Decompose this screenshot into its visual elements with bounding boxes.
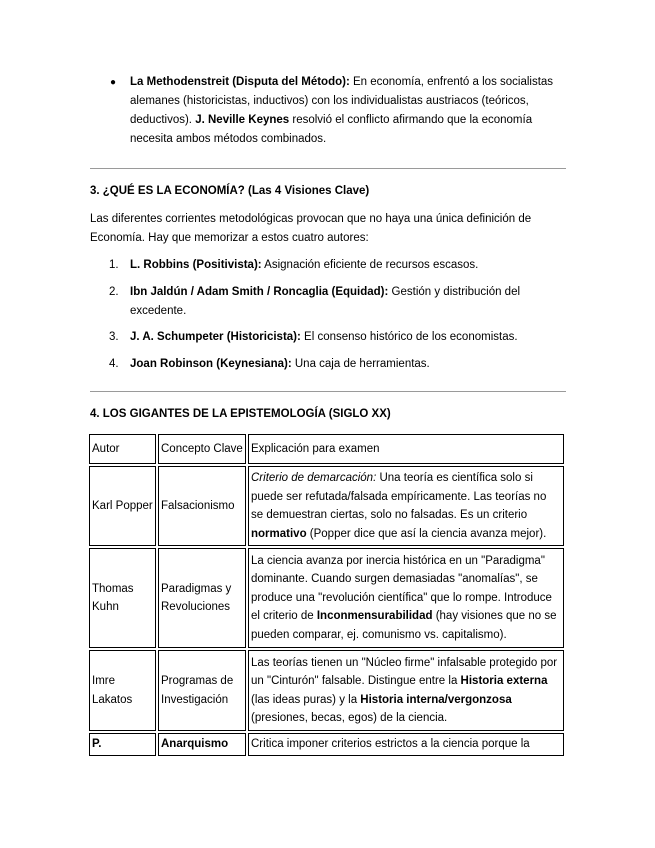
- table-row: [89, 650, 564, 731]
- methodenstreit-conclusion: resolvió el conflicto afirmando que la economía necesita ambos métodos combinados.: [130, 114, 533, 145]
- divider-2: [90, 391, 566, 392]
- table-row: [89, 466, 564, 546]
- vision-schumpeter: J. A. Schumpeter (Historicista): El consenso histórico de los economistas.: [130, 331, 518, 343]
- cell-explicacion: Las teorías tienen un "Núcleo firme" infalsable protegido por un "Cinturón" falsable. Distingue entre la Historia externa (las ideas puras) y la Historia interna/vergonzosa (presiones, becas, egos) de la ciencia.: [248, 650, 564, 731]
- list-number: 4.: [109, 358, 119, 370]
- list-number: 2.: [109, 286, 119, 298]
- header-autor: Autor: [89, 434, 156, 464]
- cell-concepto: Programas de Investigación: [158, 650, 246, 731]
- cell-concepto: Paradigmas y Revoluciones: [158, 548, 246, 648]
- section4-heading: 4. LOS GIGANTES DE LA EPISTEMOLOGÍA (SIGLO XX): [90, 408, 391, 420]
- cell-explicacion: La ciencia avanza por inercia histórica en un "Paradigma" dominante. Cuando surgen demasiadas "anomalías", se produce una "revolución científica" que lo rompe. Introduce el criterio de Inconmensurabilidad (hay visiones que no se pueden comparar, ej. comunismo vs. capitalismo).: [248, 548, 564, 648]
- section3-heading: 3. ¿QUÉ ES LA ECONOMÍA? (Las 4 Visiones Clave): [90, 185, 370, 197]
- methodenstreit-title: La Methodenstreit (Disputa del Método):: [130, 76, 350, 88]
- divider-1: [90, 168, 566, 169]
- cell-autor: P.: [89, 733, 156, 756]
- list-number: 3.: [109, 331, 119, 343]
- vision-robbins: L. Robbins (Positivista): Asignación eficiente de recursos escasos.: [130, 259, 479, 271]
- cell-concepto: Anarquismo: [158, 733, 246, 756]
- header-explicacion: Explicación para examen: [248, 434, 564, 464]
- table-row: [89, 548, 564, 648]
- table-header-row: [89, 434, 564, 464]
- cell-autor: Imre Lakatos: [89, 650, 156, 731]
- keynes-name: J. Neville Keynes: [195, 114, 290, 126]
- methodenstreit-text: En economía, enfrentó a los socialistas alemanes (historicistas, inductivos) con los individualistas austriacos (teóricos, deductivos).: [130, 76, 554, 126]
- cell-explicacion: Criterio de demarcación: Una teoría es científica solo si puede ser refutada/falsada empíricamente. Las teorías no se demuestran ciertas, solo no falsadas. Es un criterio normativo (Popper dice que así la ciencia avanza mejor).: [248, 466, 564, 546]
- bullet-dot-icon: ●: [110, 77, 117, 88]
- vision-equidad: Ibn Jaldún / Adam Smith / Roncaglia (Equidad): Gestión y distribución del excedente.: [130, 286, 521, 317]
- epistemology-table: [87, 432, 566, 758]
- header-concepto: Concepto Clave: [158, 434, 246, 464]
- methodenstreit-paragraph: [130, 73, 570, 149]
- list-number: 1.: [109, 259, 119, 271]
- cell-explicacion: Critica imponer criterios estrictos a la ciencia porque la: [248, 733, 564, 756]
- cell-autor: Karl Popper: [89, 466, 156, 546]
- section3-intro: Las diferentes corrientes metodológicas provocan que no haya una única definición de Economía. Hay que memorizar a estos cuatro autores:: [90, 213, 532, 244]
- table-row: [89, 733, 564, 756]
- cell-concepto: Falsacionismo: [158, 466, 246, 546]
- cell-autor: Thomas Kuhn: [89, 548, 156, 648]
- vision-robinson: Joan Robinson (Keynesiana): Una caja de herramientas.: [130, 358, 430, 370]
